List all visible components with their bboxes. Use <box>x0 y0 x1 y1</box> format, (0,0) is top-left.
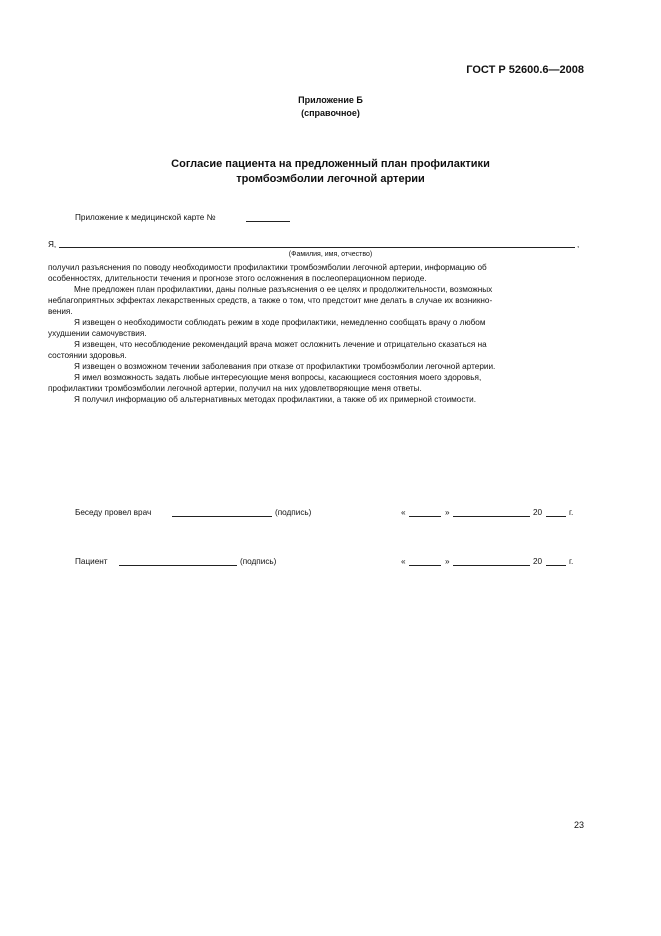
text-line: Я извещен, что несоблюдение рекомендаций врача может осложнить лечение и отрицательно сказаться на <box>74 340 487 349</box>
paragraph <box>48 284 584 317</box>
standard-code: ГОСТ Р 52600.6—2008 <box>466 64 584 76</box>
paragraph <box>48 317 584 339</box>
text-line: особенностях, длительности течения и прогнозе этого осложнения в послеоперационном периоде. <box>48 274 427 283</box>
appendix-type: (справочное) <box>301 108 360 118</box>
doctor-sign-caption: (подпись) <box>275 508 312 517</box>
doctor-date-year-field[interactable] <box>546 507 566 517</box>
form-title-line2: тромбоэмболии легочной артерии <box>236 173 425 185</box>
patient-date-year-field[interactable] <box>546 556 566 566</box>
appendix-label: Приложение Б <box>298 95 363 105</box>
date-year-prefix: 20 <box>533 557 543 566</box>
date-open-quote: « <box>401 508 406 517</box>
doctor-signature-field[interactable] <box>172 507 272 517</box>
text-line: Я извещен о возможном течении заболевания при отказе от профилактики тромбоэмболии легочной артерии. <box>74 362 496 371</box>
patient-date-day-field[interactable] <box>409 556 441 566</box>
doctor-date-day-field[interactable] <box>409 507 441 517</box>
paragraph <box>48 394 584 405</box>
text-line: неблагоприятных эффектах лекарственных средств, а также о том, что предстоит мне делать в случае их возникно- <box>48 296 493 305</box>
patient-date-month-field[interactable] <box>453 556 530 566</box>
patient-sign-caption: (подпись) <box>240 557 277 566</box>
paragraph <box>48 262 584 284</box>
card-number-field[interactable] <box>246 212 290 222</box>
paragraph <box>48 339 584 361</box>
text-line: вения. <box>48 307 73 316</box>
name-caption: (Фамилия, имя, отчество) <box>288 251 373 258</box>
form-title-line1: Согласие пациента на предложенный план профилактики <box>171 158 490 170</box>
patient-name-field[interactable] <box>59 238 575 248</box>
text-line: Я имел возможность задать любые интересующие меня вопросы, касающиеся состояния моего здоровья, <box>74 373 482 382</box>
paragraph <box>48 361 584 372</box>
paragraph <box>48 372 584 394</box>
consent-text <box>48 262 584 405</box>
text-line: получил разъяснения по поводу необходимости профилактики тромбоэмболии легочной артерии, информацию об <box>48 263 487 272</box>
patient-prefix: Я, <box>48 240 57 249</box>
text-line: Мне предложен план профилактики, даны полные разъяснения о ее целях и продолжительности, возможных <box>74 285 493 294</box>
text-line: профилактики тромбоэмболии легочной артерии, получил на них удовлетворяющие меня ответы. <box>48 384 422 393</box>
date-open-quote: « <box>401 557 406 566</box>
text-line: Я извещен о необходимости соблюдать режим в ходе профилактики, немедленно сообщать врачу о любом <box>74 318 486 327</box>
doctor-date-month-field[interactable] <box>453 507 530 517</box>
text-line: ухудшении самочувствия. <box>48 329 147 338</box>
patient-signature-field[interactable] <box>119 556 237 566</box>
date-close-quote: » <box>445 508 450 517</box>
text-line: состоянии здоровья. <box>48 351 127 360</box>
date-year-suffix: г. <box>569 557 574 566</box>
date-year-suffix: г. <box>569 508 574 517</box>
text-line: Я получил информацию об альтернативных методах профилактики, а также об их примерной стоимости. <box>74 395 477 404</box>
date-year-prefix: 20 <box>533 508 543 517</box>
patient-label: Пациент <box>75 557 108 566</box>
page-number: 23 <box>573 820 584 830</box>
card-label: Приложение к медицинской карте № <box>75 213 216 222</box>
date-close-quote: » <box>445 557 450 566</box>
doctor-label: Беседу провел врач <box>75 508 152 517</box>
patient-suffix: , <box>577 240 580 249</box>
